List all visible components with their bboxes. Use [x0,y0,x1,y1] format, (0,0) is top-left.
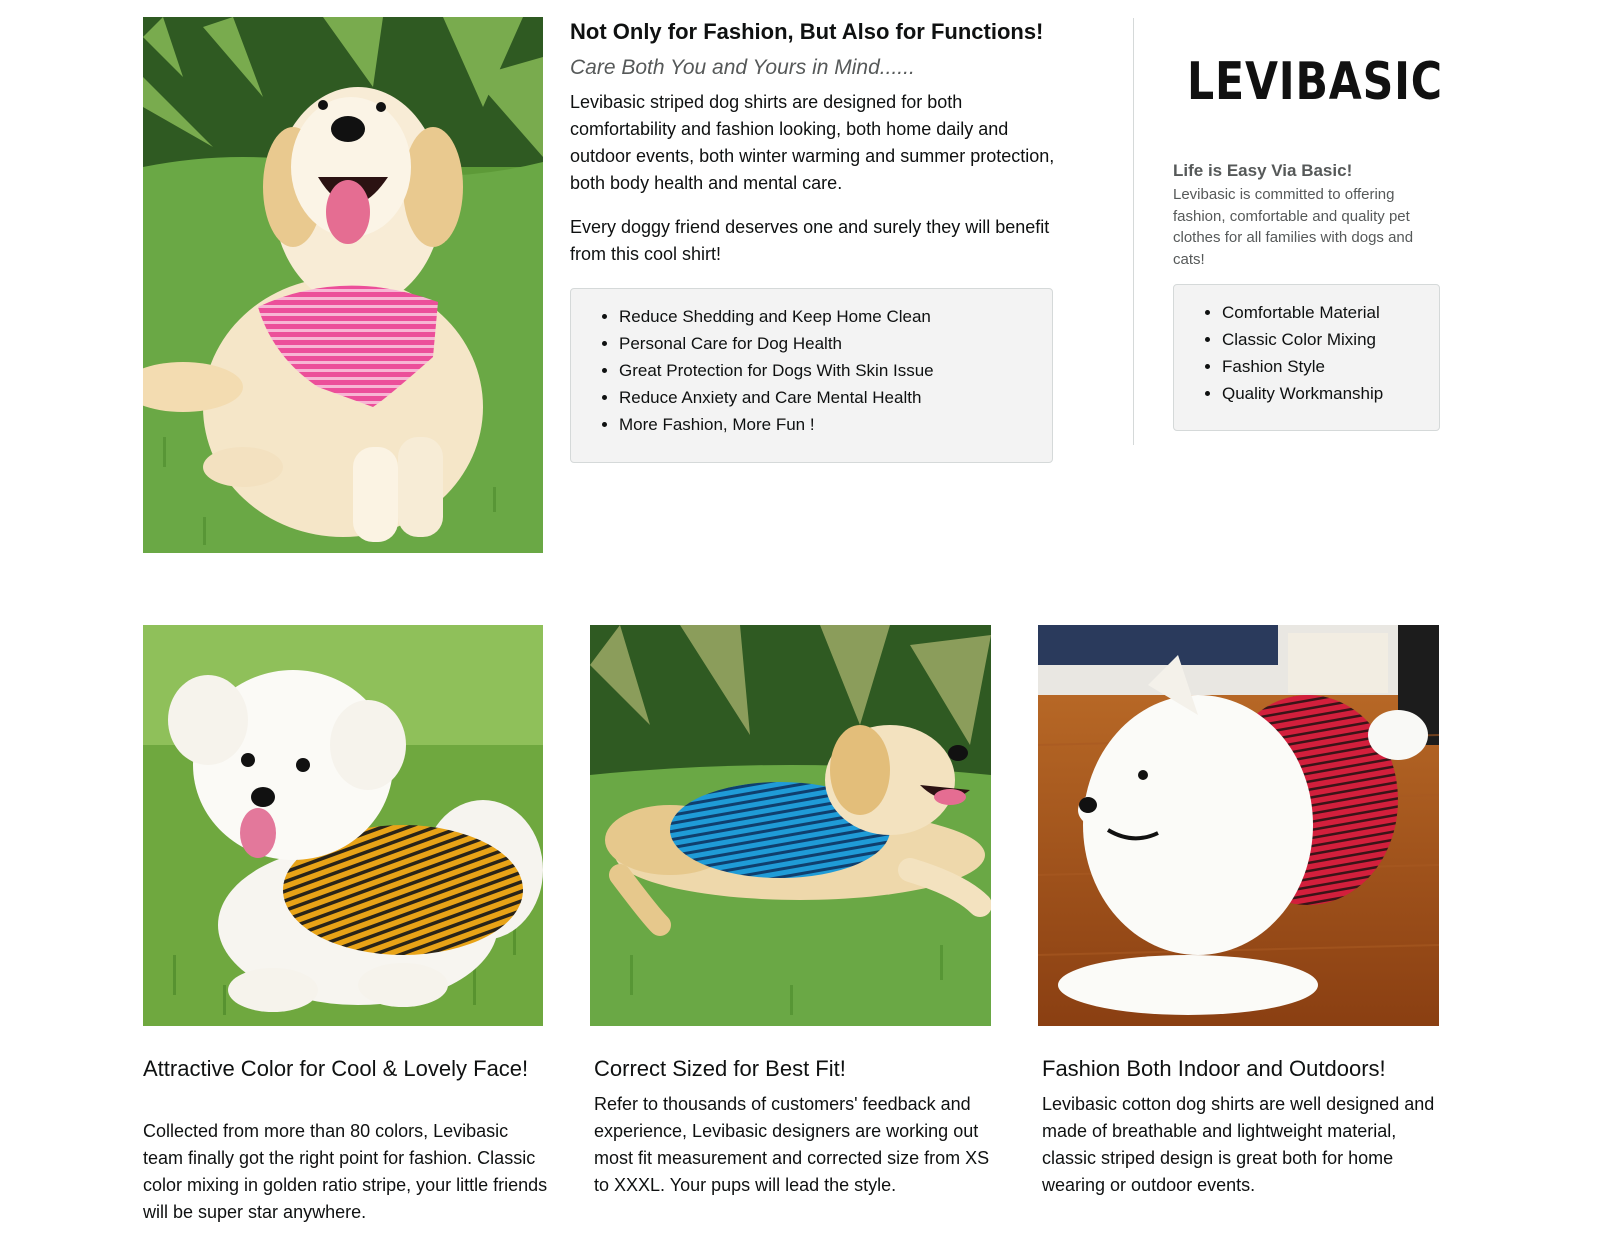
brand-description: Levibasic is committed to offering fashion, comfortable and quality pet clothes for all families with dogs and cats! [1173,186,1414,268]
card-title: Fashion Both Indoor and Outdoors! [1042,1056,1386,1081]
list-item: • Great Protection for Dogs With Skin Issue [619,357,1032,384]
hero-paragraph-secondary: Every doggy friend deserves one and surely they will benefit from this cool shirt! [570,217,1050,264]
hero-headline: Not Only for Fashion, But Also for Functions! [570,19,1044,44]
card-photo-poodle [143,625,543,1026]
hero-paragraph: Levibasic striped dog shirts are designed for both comfortability and fashion looking, both home daily and outdoor events, both winter warming and summer protection, both body health and mental care. [570,92,1055,193]
brand-logo: LEVIBASIC [1187,52,1443,112]
hero-dog-photo [143,17,543,553]
hero-feature-list [570,288,1053,463]
hero-subheadline: Care Both You and Yours in Mind...... [570,56,915,79]
list-item: • Fashion Style [1222,353,1419,380]
card-text: Levibasic cotton dog shirts are well designed and made of breathable and lightweight material, classic striped design is great both for home wearing or outdoor events. [1042,1094,1435,1195]
list-item: • Reduce Anxiety and Care Mental Health [619,384,1032,411]
brand-tagline: Life is Easy Via Basic! [1173,161,1353,180]
card-text: Refer to thousands of customers' feedback and experience, Levibasic designers are working out most fit measurement and corrected size from XS to XXXL. Your pups will lead the style. [594,1094,990,1195]
list-item: • More Fashion, More Fun ! [619,411,1032,438]
card-photo-retriever [590,625,991,1026]
list-item: • Comfortable Material [1222,299,1419,326]
card-title: Attractive Color for Cool & Lovely Face! [143,1056,529,1081]
card-photo-samoyed [1038,625,1439,1026]
card-text: Collected from more than 80 colors, Levibasic team finally got the right point for fashion. Classic color mixing in golden ratio stripe, your little friends will be super star anywhere. [143,1121,548,1222]
list-item: • Reduce Shedding and Keep Home Clean [619,303,1032,330]
list-item: • Quality Workmanship [1222,380,1419,407]
card-title: Correct Sized for Best Fit! [594,1056,846,1081]
brand-feature-list [1173,284,1440,431]
column-divider [1133,18,1134,445]
list-item: • Personal Care for Dog Health [619,330,1032,357]
list-item: • Classic Color Mixing [1222,326,1419,353]
